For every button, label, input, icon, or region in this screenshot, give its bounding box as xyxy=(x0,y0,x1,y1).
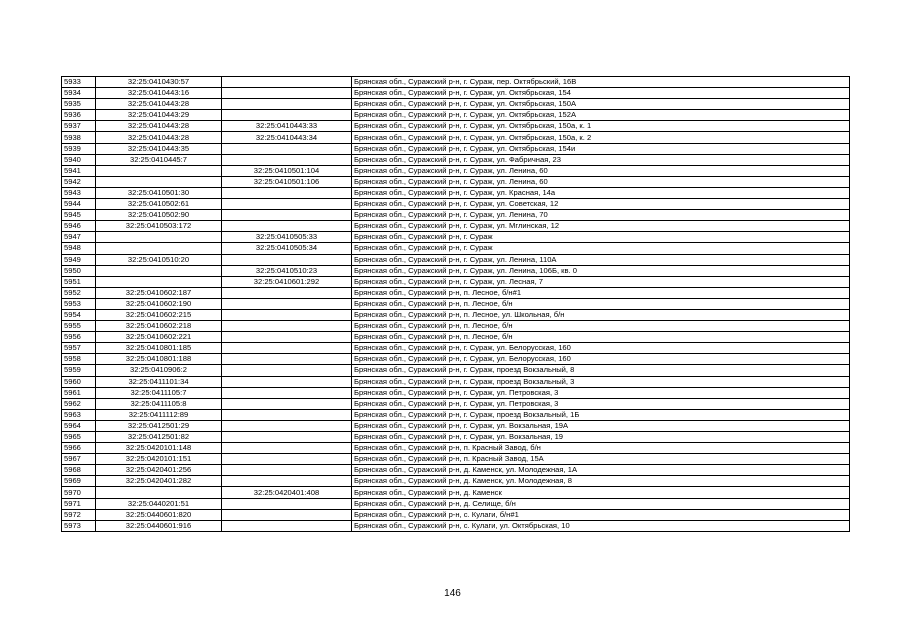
sub-object-number-cell: 32:25:0410443:34 xyxy=(222,132,352,143)
table-row xyxy=(62,476,850,487)
address-cell: Брянская обл., Суражский р-н, д. Каменск xyxy=(352,487,850,498)
table-row xyxy=(62,165,850,176)
sub-object-number-cell xyxy=(222,88,352,99)
address-cell: Брянская обл., Суражский р-н, г. Сураж, ул. Фабричная, 23 xyxy=(352,154,850,165)
address-cell: Брянская обл., Суражский р-н, г. Сураж, ул. Белорусская, 160 xyxy=(352,354,850,365)
row-number-cell: 5960 xyxy=(62,376,96,387)
address-cell: Брянская обл., Суражский р-н, г. Сураж, проезд Вокзальный, 8 xyxy=(352,365,850,376)
table-row xyxy=(62,154,850,165)
sub-object-number-cell xyxy=(222,465,352,476)
row-number-cell: 5972 xyxy=(62,509,96,520)
row-number-cell: 5944 xyxy=(62,199,96,210)
table-row xyxy=(62,454,850,465)
cadastral-number-cell xyxy=(96,487,222,498)
cadastral-number-cell: 32:25:0410906:2 xyxy=(96,365,222,376)
sub-object-number-cell xyxy=(222,476,352,487)
cadastral-number-cell: 32:25:0411105:7 xyxy=(96,387,222,398)
cadastral-number-cell: 32:25:0440601:820 xyxy=(96,509,222,520)
row-number-cell: 5945 xyxy=(62,210,96,221)
cadastral-number-cell: 32:25:0410443:35 xyxy=(96,143,222,154)
row-number-cell: 5940 xyxy=(62,154,96,165)
address-cell: Брянская обл., Суражский р-н, г. Сураж, ул. Вокзальная, 19 xyxy=(352,432,850,443)
sub-object-number-cell xyxy=(222,354,352,365)
sub-object-number-cell xyxy=(222,298,352,309)
row-number-cell: 5936 xyxy=(62,110,96,121)
row-number-cell: 5941 xyxy=(62,165,96,176)
address-cell: Брянская обл., Суражский р-н, д. Селище, б/н xyxy=(352,498,850,509)
cadastral-number-cell xyxy=(96,265,222,276)
table-row xyxy=(62,376,850,387)
address-cell: Брянская обл., Суражский р-н, д. Каменск, ул. Молодежная, 1А xyxy=(352,465,850,476)
page-number: 146 xyxy=(444,588,461,599)
sub-object-number-cell xyxy=(222,143,352,154)
row-number-cell: 5964 xyxy=(62,420,96,431)
sub-object-number-cell xyxy=(222,287,352,298)
sub-object-number-cell xyxy=(222,332,352,343)
address-cell: Брянская обл., Суражский р-н, г. Сураж, ул. Лесная, 7 xyxy=(352,276,850,287)
cadastral-number-cell: 32:25:0420401:282 xyxy=(96,476,222,487)
row-number-cell: 5933 xyxy=(62,77,96,88)
cadastral-number-cell: 32:25:0420101:151 xyxy=(96,454,222,465)
row-number-cell: 5952 xyxy=(62,287,96,298)
cadastral-number-cell: 32:25:0410502:61 xyxy=(96,199,222,210)
cadastral-number-cell: 32:25:0410503:172 xyxy=(96,221,222,232)
address-cell: Брянская обл., Суражский р-н, г. Сураж, ул. Октябрьская, 150А xyxy=(352,99,850,110)
address-cell: Брянская обл., Суражский р-н, г. Сураж, ул. Вокзальная, 19А xyxy=(352,420,850,431)
table-row xyxy=(62,187,850,198)
cadastral-number-cell: 32:25:0411112:89 xyxy=(96,409,222,420)
row-number-cell: 5939 xyxy=(62,143,96,154)
cadastral-number-cell: 32:25:0420401:256 xyxy=(96,465,222,476)
cadastral-number-cell: 32:25:0410801:188 xyxy=(96,354,222,365)
table-row xyxy=(62,387,850,398)
address-cell: Брянская обл., Суражский р-н, п. Лесное, б/н xyxy=(352,332,850,343)
row-number-cell: 5958 xyxy=(62,354,96,365)
cadastral-number-cell: 32:25:0410510:20 xyxy=(96,254,222,265)
row-number-cell: 5961 xyxy=(62,387,96,398)
sub-object-number-cell xyxy=(222,409,352,420)
sub-object-number-cell: 32:25:0410501:104 xyxy=(222,165,352,176)
sub-object-number-cell xyxy=(222,432,352,443)
sub-object-number-cell xyxy=(222,376,352,387)
sub-object-number-cell xyxy=(222,254,352,265)
sub-object-number-cell xyxy=(222,309,352,320)
cadastral-number-cell xyxy=(96,276,222,287)
table-row xyxy=(62,265,850,276)
sub-object-number-cell xyxy=(222,520,352,531)
address-cell: Брянская обл., Суражский р-н, с. Кулаги, б/н#1 xyxy=(352,509,850,520)
address-cell: Брянская обл., Суражский р-н, г. Сураж xyxy=(352,232,850,243)
address-cell: Брянская обл., Суражский р-н, г. Сураж, ул. Октябрьская, 150а, к. 1 xyxy=(352,121,850,132)
cadastral-number-cell: 32:25:0410443:28 xyxy=(96,132,222,143)
sub-object-number-cell xyxy=(222,77,352,88)
sub-object-number-cell xyxy=(222,321,352,332)
table-row xyxy=(62,398,850,409)
row-number-cell: 5942 xyxy=(62,176,96,187)
row-number-cell: 5959 xyxy=(62,365,96,376)
row-number-cell: 5946 xyxy=(62,221,96,232)
registry-table-body xyxy=(62,77,850,532)
address-cell: Брянская обл., Суражский р-н, г. Сураж, ул. Белорусская, 160 xyxy=(352,343,850,354)
row-number-cell: 5963 xyxy=(62,409,96,420)
address-cell: Брянская обл., Суражский р-н, г. Сураж, ул. Ленина, 60 xyxy=(352,165,850,176)
address-cell: Брянская обл., Суражский р-н, г. Сураж, ул. Ленина, 70 xyxy=(352,210,850,221)
cadastral-number-cell: 32:25:0410602:218 xyxy=(96,321,222,332)
row-number-cell: 5955 xyxy=(62,321,96,332)
table-row xyxy=(62,276,850,287)
registry-table xyxy=(61,76,850,532)
address-cell: Брянская обл., Суражский р-н, г. Сураж, пер. Октябрьский, 16В xyxy=(352,77,850,88)
table-row xyxy=(62,365,850,376)
row-number-cell: 5968 xyxy=(62,465,96,476)
address-cell: Брянская обл., Суражский р-н, п. Лесное, б/н#1 xyxy=(352,287,850,298)
table-row xyxy=(62,254,850,265)
sub-object-number-cell xyxy=(222,498,352,509)
address-cell: Брянская обл., Суражский р-н, п. Красный Завод, 15А xyxy=(352,454,850,465)
cadastral-number-cell: 32:25:0410602:190 xyxy=(96,298,222,309)
cadastral-number-cell: 32:25:0410801:185 xyxy=(96,343,222,354)
cadastral-number-cell: 32:25:0412501:29 xyxy=(96,420,222,431)
cadastral-number-cell: 32:25:0410502:90 xyxy=(96,210,222,221)
cadastral-number-cell: 32:25:0440601:916 xyxy=(96,520,222,531)
sub-object-number-cell: 32:25:0410505:33 xyxy=(222,232,352,243)
table-row xyxy=(62,232,850,243)
table-row xyxy=(62,243,850,254)
address-cell: Брянская обл., Суражский р-н, г. Сураж, ул. Октябрьская, 150а, к. 2 xyxy=(352,132,850,143)
table-row xyxy=(62,343,850,354)
sub-object-number-cell xyxy=(222,398,352,409)
address-cell: Брянская обл., Суражский р-н, г. Сураж xyxy=(352,243,850,254)
table-row xyxy=(62,420,850,431)
table-row xyxy=(62,99,850,110)
table-row xyxy=(62,443,850,454)
sub-object-number-cell xyxy=(222,343,352,354)
cadastral-number-cell: 32:25:0411101:34 xyxy=(96,376,222,387)
address-cell: Брянская обл., Суражский р-н, с. Кулаги, ул. Октябрьская, 10 xyxy=(352,520,850,531)
table-row xyxy=(62,110,850,121)
row-number-cell: 5965 xyxy=(62,432,96,443)
address-cell: Брянская обл., Суражский р-н, д. Каменск, ул. Молодежная, 8 xyxy=(352,476,850,487)
address-cell: Брянская обл., Суражский р-н, г. Сураж, ул. Советская, 12 xyxy=(352,199,850,210)
table-row xyxy=(62,143,850,154)
address-cell: Брянская обл., Суражский р-н, г. Сураж, ул. Ленина, 106Б, кв. 0 xyxy=(352,265,850,276)
table-row xyxy=(62,465,850,476)
table-row xyxy=(62,498,850,509)
table-row xyxy=(62,176,850,187)
sub-object-number-cell xyxy=(222,387,352,398)
sub-object-number-cell xyxy=(222,443,352,454)
row-number-cell: 5962 xyxy=(62,398,96,409)
sub-object-number-cell xyxy=(222,454,352,465)
sub-object-number-cell: 32:25:0410510:23 xyxy=(222,265,352,276)
cadastral-number-cell: 32:25:0420101:148 xyxy=(96,443,222,454)
sub-object-number-cell xyxy=(222,199,352,210)
address-cell: Брянская обл., Суражский р-н, г. Сураж, ул. Октябрьская, 154 xyxy=(352,88,850,99)
cadastral-number-cell: 32:25:0410443:28 xyxy=(96,99,222,110)
table-row xyxy=(62,509,850,520)
sub-object-number-cell: 32:25:0410601:292 xyxy=(222,276,352,287)
cadastral-number-cell: 32:25:0410602:215 xyxy=(96,309,222,320)
row-number-cell: 5951 xyxy=(62,276,96,287)
row-number-cell: 5934 xyxy=(62,88,96,99)
cadastral-number-cell xyxy=(96,232,222,243)
address-cell: Брянская обл., Суражский р-н, г. Сураж, ул. Петровская, 3 xyxy=(352,387,850,398)
cadastral-number-cell: 32:25:0410443:28 xyxy=(96,121,222,132)
row-number-cell: 5953 xyxy=(62,298,96,309)
table-row xyxy=(62,520,850,531)
address-cell: Брянская обл., Суражский р-н, г. Сураж, ул. Петровская, 3 xyxy=(352,398,850,409)
address-cell: Брянская обл., Суражский р-н, г. Сураж, ул. Октябрьская, 154и xyxy=(352,143,850,154)
row-number-cell: 5949 xyxy=(62,254,96,265)
row-number-cell: 5957 xyxy=(62,343,96,354)
sub-object-number-cell xyxy=(222,187,352,198)
row-number-cell: 5950 xyxy=(62,265,96,276)
table-row xyxy=(62,132,850,143)
table-row xyxy=(62,354,850,365)
cadastral-number-cell: 32:25:0410445:7 xyxy=(96,154,222,165)
cadastral-number-cell: 32:25:0410430:57 xyxy=(96,77,222,88)
table-row xyxy=(62,432,850,443)
cadastral-number-cell: 32:25:0440201:51 xyxy=(96,498,222,509)
address-cell: Брянская обл., Суражский р-н, г. Сураж, проезд Вокзальный, 1Б xyxy=(352,409,850,420)
address-cell: Брянская обл., Суражский р-н, п. Лесное, б/н xyxy=(352,321,850,332)
row-number-cell: 5967 xyxy=(62,454,96,465)
cadastral-number-cell xyxy=(96,176,222,187)
sub-object-number-cell: 32:25:0410443:33 xyxy=(222,121,352,132)
row-number-cell: 5947 xyxy=(62,232,96,243)
address-cell: Брянская обл., Суражский р-н, г. Сураж, ул. Октябрьская, 152А xyxy=(352,110,850,121)
row-number-cell: 5973 xyxy=(62,520,96,531)
table-row xyxy=(62,298,850,309)
sub-object-number-cell: 32:25:0410505:34 xyxy=(222,243,352,254)
sub-object-number-cell xyxy=(222,221,352,232)
address-cell: Брянская обл., Суражский р-н, г. Сураж, ул. Ленина, 60 xyxy=(352,176,850,187)
cadastral-number-cell: 32:25:0410602:221 xyxy=(96,332,222,343)
row-number-cell: 5935 xyxy=(62,99,96,110)
table-row xyxy=(62,221,850,232)
cadastral-number-cell: 32:25:0411105:8 xyxy=(96,398,222,409)
row-number-cell: 5954 xyxy=(62,309,96,320)
address-cell: Брянская обл., Суражский р-н, п. Лесное, ул. Школьная, б/н xyxy=(352,309,850,320)
sub-object-number-cell xyxy=(222,154,352,165)
row-number-cell: 5971 xyxy=(62,498,96,509)
table-row xyxy=(62,88,850,99)
address-cell: Брянская обл., Суражский р-н, г. Сураж, ул. Красная, 14а xyxy=(352,187,850,198)
table-row xyxy=(62,332,850,343)
table-row xyxy=(62,409,850,420)
sub-object-number-cell: 32:25:0410501:106 xyxy=(222,176,352,187)
table-row xyxy=(62,309,850,320)
row-number-cell: 5937 xyxy=(62,121,96,132)
cadastral-number-cell: 32:25:0410443:29 xyxy=(96,110,222,121)
row-number-cell: 5938 xyxy=(62,132,96,143)
cadastral-number-cell xyxy=(96,165,222,176)
row-number-cell: 5966 xyxy=(62,443,96,454)
row-number-cell: 5948 xyxy=(62,243,96,254)
row-number-cell: 5956 xyxy=(62,332,96,343)
sub-object-number-cell xyxy=(222,210,352,221)
address-cell: Брянская обл., Суражский р-н, п. Лесное, б/н xyxy=(352,298,850,309)
cadastral-number-cell xyxy=(96,243,222,254)
cadastral-number-cell: 32:25:0410501:30 xyxy=(96,187,222,198)
sub-object-number-cell xyxy=(222,99,352,110)
cadastral-number-cell: 32:25:0410443:16 xyxy=(96,88,222,99)
sub-object-number-cell xyxy=(222,420,352,431)
address-cell: Брянская обл., Суражский р-н, г. Сураж, ул. Ленина, 110А xyxy=(352,254,850,265)
sub-object-number-cell: 32:25:0420401:408 xyxy=(222,487,352,498)
cadastral-number-cell: 32:25:0410602:187 xyxy=(96,287,222,298)
row-number-cell: 5969 xyxy=(62,476,96,487)
address-cell: Брянская обл., Суражский р-н, г. Сураж, ул. Мглинская, 12 xyxy=(352,221,850,232)
sub-object-number-cell xyxy=(222,110,352,121)
address-cell: Брянская обл., Суражский р-н, г. Сураж, проезд Вокзальный, 3 xyxy=(352,376,850,387)
table-row xyxy=(62,321,850,332)
table-row xyxy=(62,487,850,498)
row-number-cell: 5970 xyxy=(62,487,96,498)
row-number-cell: 5943 xyxy=(62,187,96,198)
address-cell: Брянская обл., Суражский р-н, п. Красный Завод, б/н xyxy=(352,443,850,454)
sub-object-number-cell xyxy=(222,365,352,376)
sub-object-number-cell xyxy=(222,509,352,520)
table-row xyxy=(62,210,850,221)
table-row xyxy=(62,77,850,88)
cadastral-number-cell: 32:25:0412501:82 xyxy=(96,432,222,443)
table-row xyxy=(62,121,850,132)
table-row xyxy=(62,287,850,298)
table-row xyxy=(62,199,850,210)
